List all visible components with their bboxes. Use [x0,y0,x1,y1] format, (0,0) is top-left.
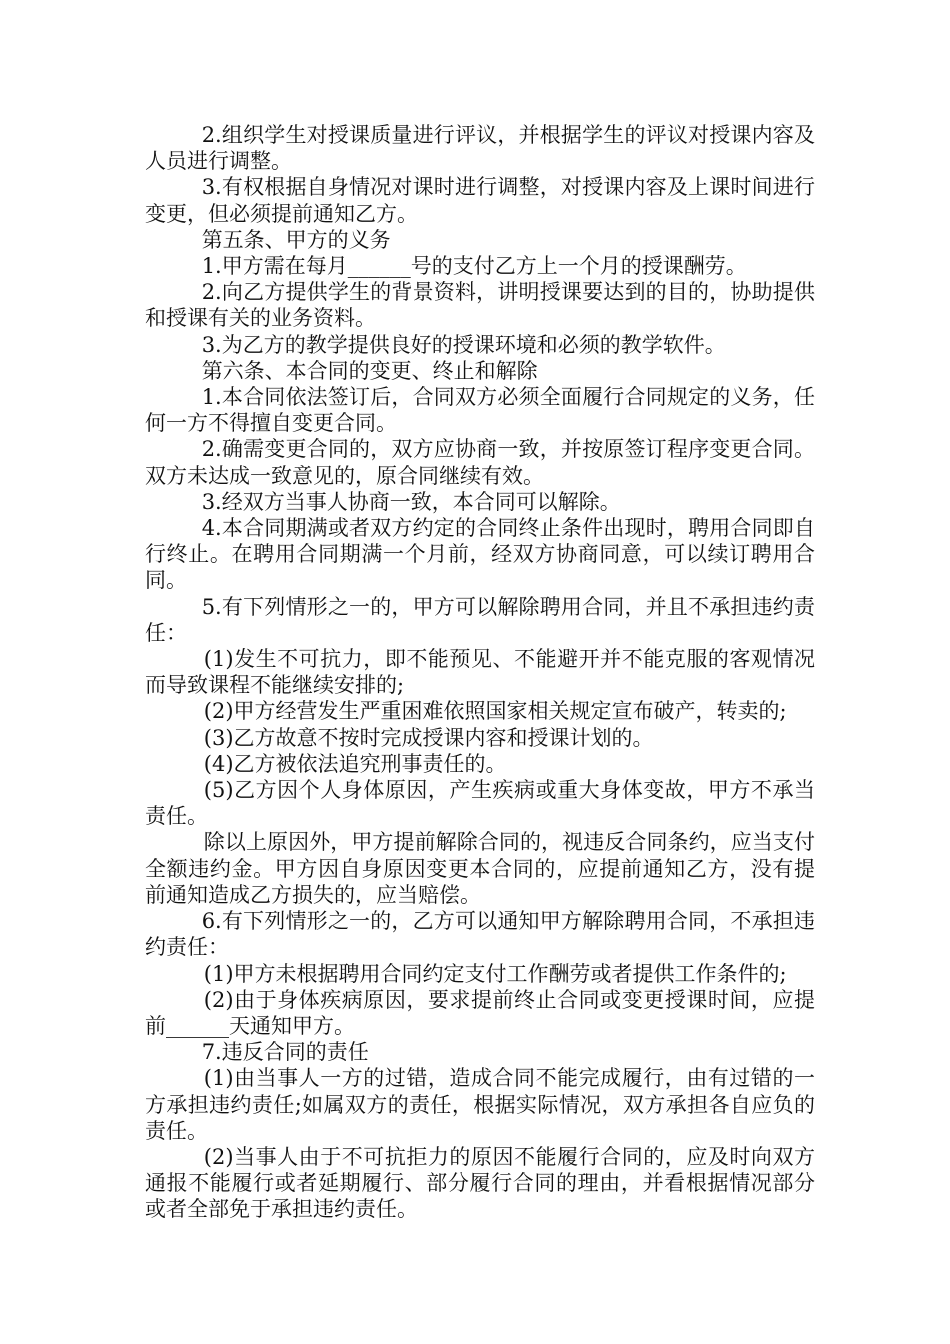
section-heading: 第五条、甲方的义务 [201,227,391,252]
paragraph: 2.确需变更合同的，双方应协商一致，并按原签订程序变更合同。双方未达成一致意见的，原合同继续有效。 [145,437,815,488]
sub-item: (5)乙方因个人身体原因，产生疾病或重大身体变故，甲方不承当责任。 [145,778,815,829]
paragraph: 3.经双方当事人协商一致，本合同可以解除。 [201,489,621,514]
paragraph: 2.组织学生对授课质量进行评议，并根据学生的评议对授课内容及人员进行调整。 [145,123,815,174]
sub-item: (4)乙方被依法追究刑事责任的。 [203,751,507,776]
paragraph: 6.有下列情形之一的，乙方可以通知甲方解除聘用合同，不承担违约责任： [145,909,815,960]
sub-item: (2)甲方经营发生严重困难依照国家相关规定宣布破产，转卖的; [203,699,787,724]
paragraph: 除以上原因外，甲方提前解除合同的，视违反合同条约，应当支付全额违约金。甲方因自身原因变更本合同的，应提前通知乙方，没有提前通知造成乙方损失的，应当赔偿。 [145,830,815,907]
sub-item: (1)由当事人一方的过错，造成合同不能完成履行，由有过错的一方承担违约责任;如属双方的责任，根据实际情况，双方承担各自应负的责任。 [145,1066,815,1143]
paragraph: 3.有权根据自身情况对课时进行调整，对授课内容及上课时间进行变更，但必须提前通知乙方。 [145,175,815,226]
section-heading: 第六条、本合同的变更、终止和解除 [201,358,538,383]
paragraph: 1.本合同依法签订后，合同双方必须全面履行合同规定的义务，任何一方不得擅自变更合同。 [145,385,815,436]
paragraph: 3.为乙方的教学提供良好的授课环境和必须的教学软件。 [201,332,726,357]
paragraph: 1.甲方需在每月______号的支付乙方上一个月的授课酬劳。 [201,254,747,279]
paragraph: 2.向乙方提供学生的背景资料，讲明授课要达到的目的，协助提供和授课有关的业务资料。 [145,280,815,331]
paragraph: 7.违反合同的责任 [201,1040,369,1065]
paragraph: 5.有下列情形之一的，甲方可以解除聘用合同，并且不承担违约责任： [145,594,815,645]
sub-item: (1)发生不可抗力，即不能预见、不能避开并不能克服的客观情况而导致课程不能继续安排的; [145,647,815,698]
paragraph: 4.本合同期满或者双方约定的合同终止条件出现时，聘用合同即自行终止。在聘用合同期满一个月前，经双方协商同意，可以续订聘用合同。 [145,516,815,593]
sub-item: (2)由于身体疾病原因，要求提前终止合同或变更授课时间，应提前______天通知甲方。 [145,987,815,1038]
sub-item: (1)甲方未根据聘用合同约定支付工作酬劳或者提供工作条件的; [203,961,787,986]
sub-item: (3)乙方故意不按时完成授课内容和授课计划的。 [203,725,654,750]
document-body [145,122,815,1223]
sub-item: (2)当事人由于不可抗拒力的原因不能履行合同的，应及时向双方通报不能履行或者延期履行、部分履行合同的理由，并看根据情况部分或者全部免于承担违约责任。 [145,1144,815,1222]
